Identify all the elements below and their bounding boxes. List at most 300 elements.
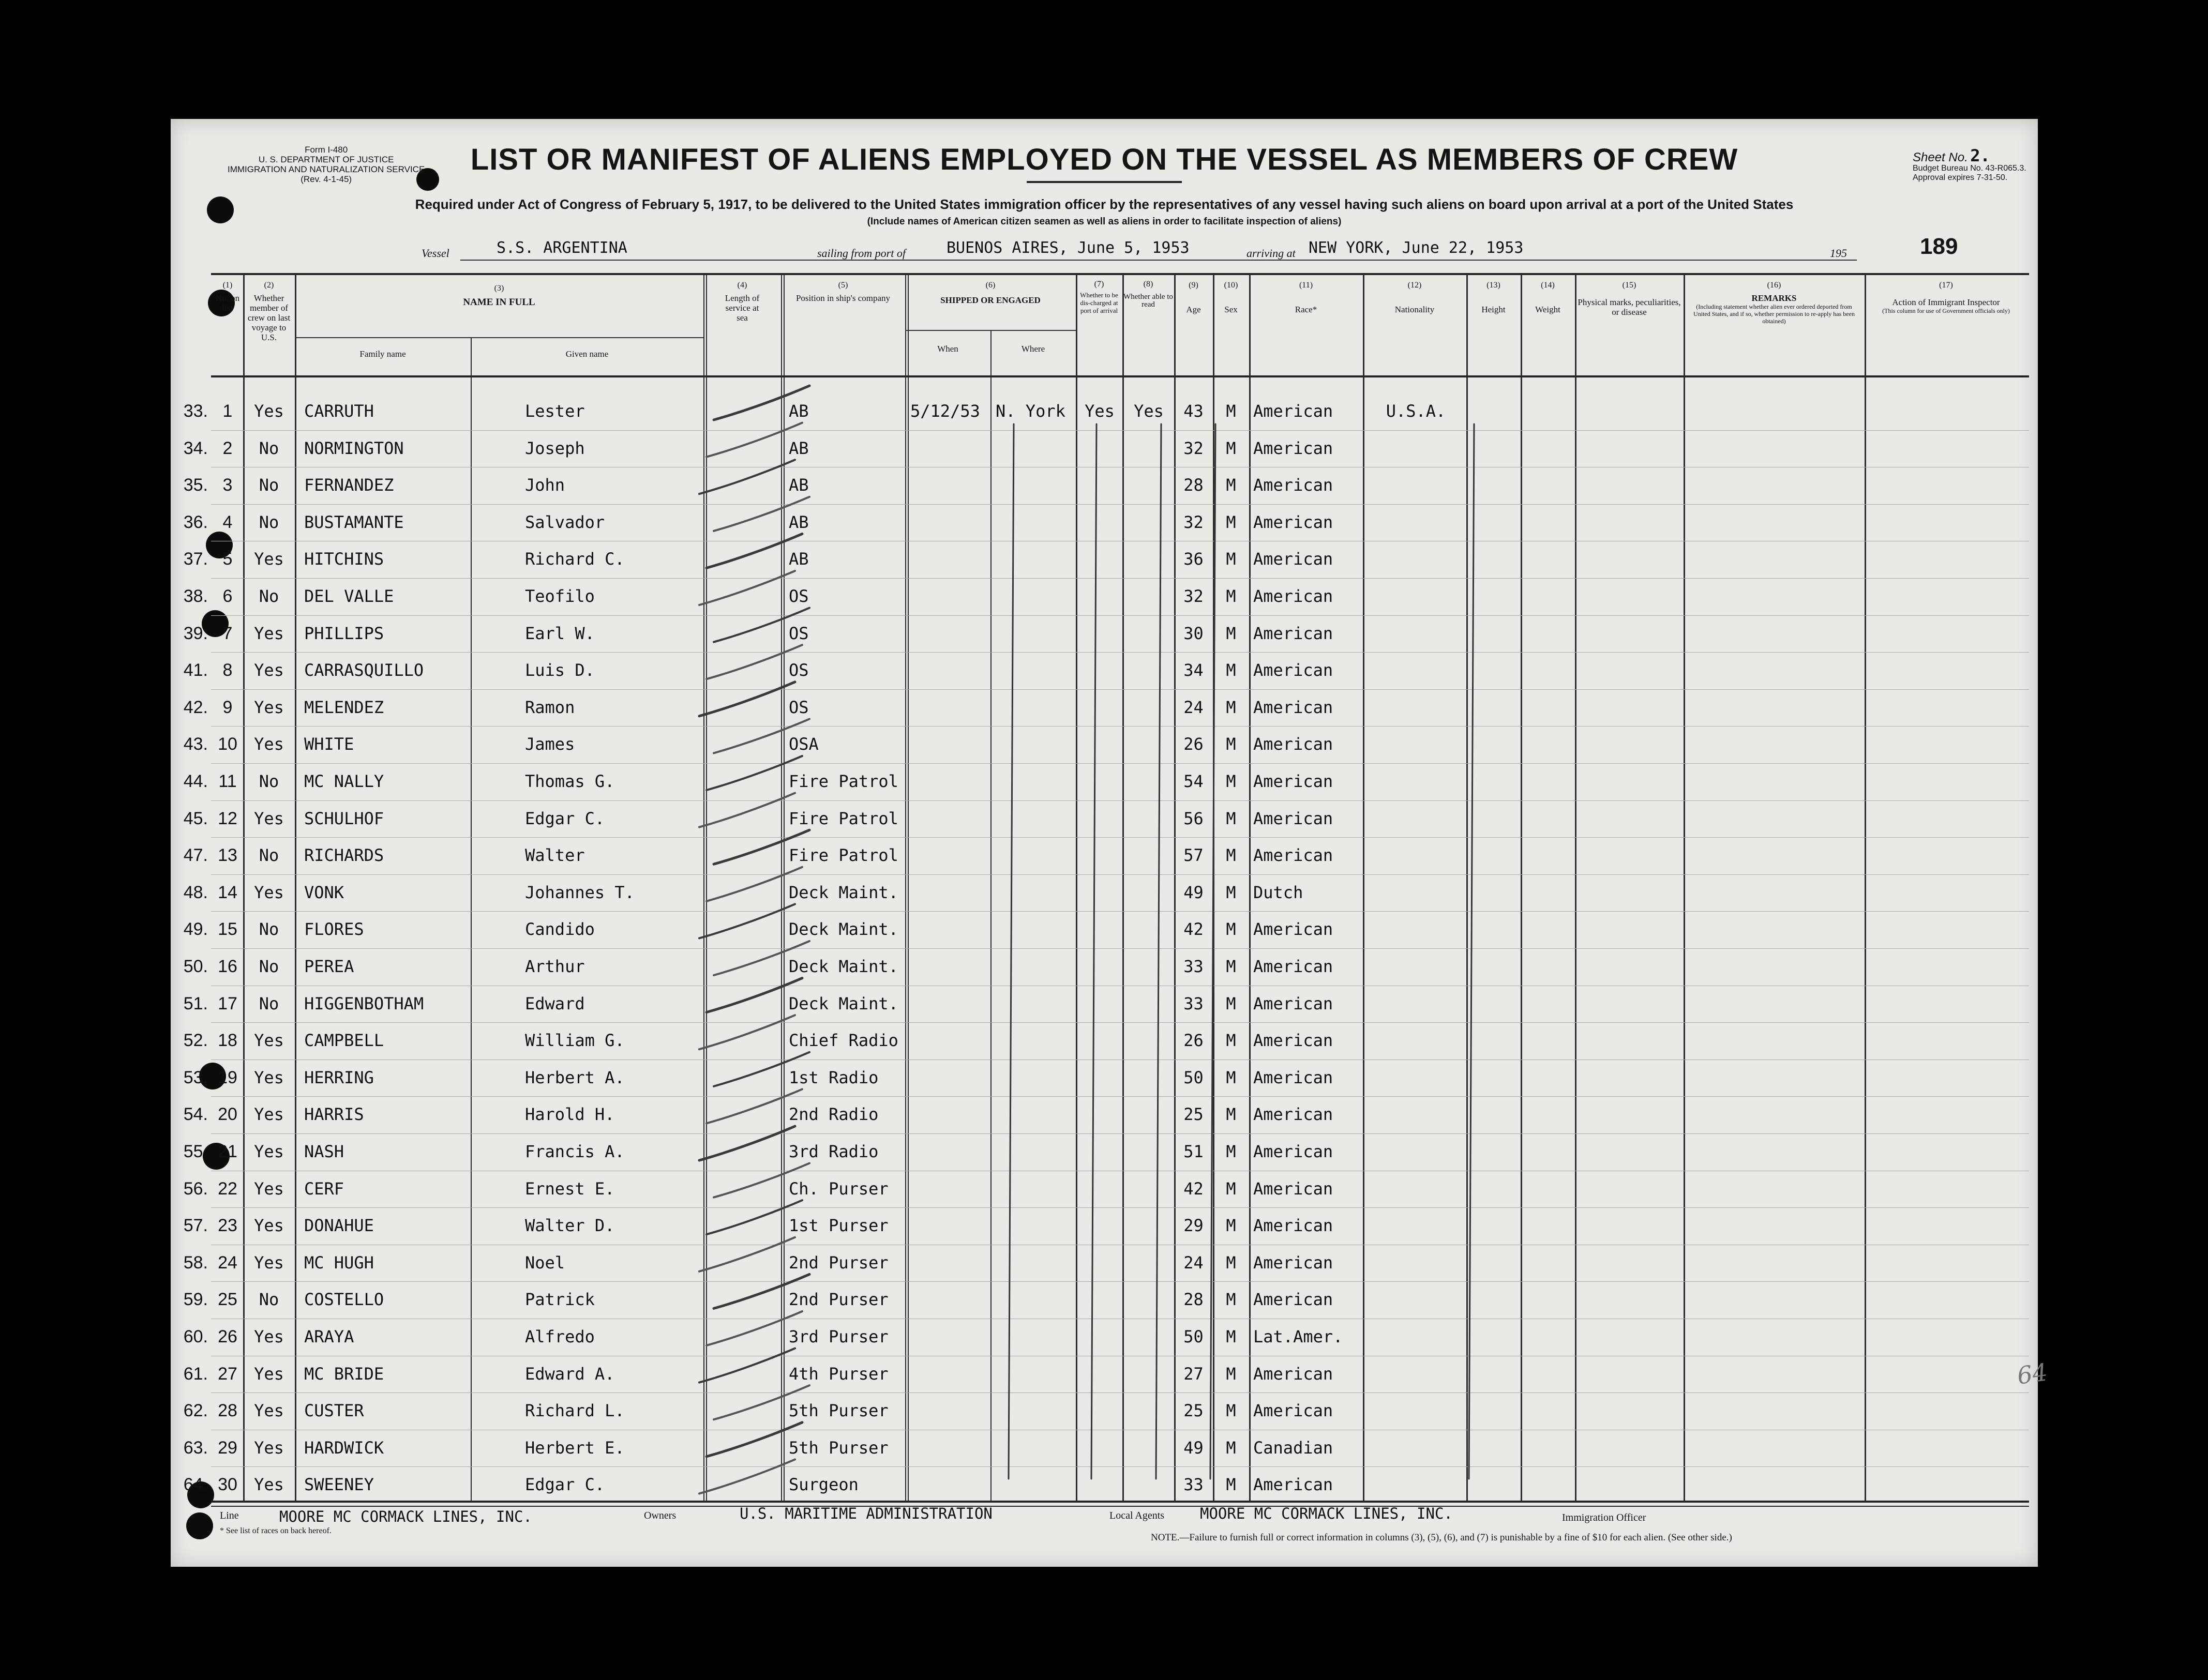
cell-given-name: Herbert A. xyxy=(525,1068,625,1087)
cell-last-voyage: Yes xyxy=(254,1475,284,1494)
cell-line-number: 23 xyxy=(218,1216,237,1235)
cell-family-name: PEREA xyxy=(304,957,354,976)
cell-sex: M xyxy=(1226,549,1236,569)
cell-race: Dutch xyxy=(1253,883,1303,902)
cell-given-name: Francis A. xyxy=(525,1142,625,1161)
cell-family-name: MC HUGH xyxy=(304,1253,374,1273)
cell-margin-number: 52. xyxy=(183,1031,208,1050)
cell-given-name: William G. xyxy=(525,1031,625,1050)
cell-race: American xyxy=(1253,438,1333,458)
cell-family-name: FERNANDEZ xyxy=(304,475,394,495)
cell-margin-number: 44. xyxy=(183,771,208,791)
cell-sex: M xyxy=(1226,1216,1236,1235)
cell-race: American xyxy=(1253,1031,1333,1050)
cell-margin-number: 58. xyxy=(183,1253,208,1273)
cell-age: 42 xyxy=(1183,1179,1204,1199)
cell-sex: M xyxy=(1226,586,1236,606)
cell-last-voyage: Yes xyxy=(254,1216,284,1235)
cell-last-voyage: No xyxy=(259,994,279,1013)
year-label: 195 xyxy=(1830,247,1847,260)
cell-given-name: James xyxy=(525,734,575,754)
table-row xyxy=(171,911,2038,948)
cell-race: American xyxy=(1253,771,1333,791)
cell-race: American xyxy=(1253,1475,1333,1494)
cell-position: 5th Purser xyxy=(789,1438,889,1458)
cell-position: 2nd Purser xyxy=(789,1290,889,1309)
cell-margin-number: 47. xyxy=(183,845,208,865)
cell-position: Fire Patrol xyxy=(789,771,898,791)
cell-family-name: DONAHUE xyxy=(304,1216,374,1235)
table-row xyxy=(171,504,2038,541)
cell-given-name: Richard C. xyxy=(525,549,625,569)
cell-age: 26 xyxy=(1183,1031,1204,1050)
cell-sex: M xyxy=(1226,1142,1236,1161)
owners-value: U.S. MARITIME ADMINISTRATION xyxy=(740,1505,993,1522)
cell-sex: M xyxy=(1226,771,1236,791)
cell-given-name: Teofilo xyxy=(525,586,595,606)
vessel-fill-line xyxy=(460,260,1857,261)
cell-discharged: Yes xyxy=(1085,401,1115,421)
footer-rule xyxy=(211,1506,2029,1507)
cell-line-number: 11 xyxy=(218,771,237,791)
cell-given-name: Edgar C. xyxy=(525,809,605,828)
cell-margin-number: 49. xyxy=(183,919,208,939)
cell-line-number: 12 xyxy=(218,809,237,828)
table-row xyxy=(171,652,2038,689)
title-underline xyxy=(1027,181,1182,183)
local-agents-label: Local Agents xyxy=(1109,1510,1165,1521)
col-sex-header: (10) Sex xyxy=(1224,281,1238,314)
name-subheader-rule xyxy=(295,337,703,338)
cell-age: 33 xyxy=(1183,994,1204,1013)
table-row xyxy=(171,578,2038,615)
cell-position: Deck Maint. xyxy=(789,957,898,976)
table-row xyxy=(171,837,2038,874)
cell-last-voyage: Yes xyxy=(254,1364,284,1384)
cell-given-name: Johannes T. xyxy=(525,883,635,902)
cell-position: Deck Maint. xyxy=(789,883,898,902)
cell-position: OSA xyxy=(789,734,819,754)
cell-race: American xyxy=(1253,1253,1333,1273)
cell-last-voyage: Yes xyxy=(254,1401,284,1420)
cell-line-number: 15 xyxy=(218,919,237,939)
cell-given-name: Arthur xyxy=(525,957,585,976)
form-revision: (Rev. 4-1-45) xyxy=(301,174,352,184)
cell-race: American xyxy=(1253,401,1333,421)
cell-race: Lat.Amer. xyxy=(1253,1327,1343,1346)
cell-family-name: CAMPBELL xyxy=(304,1031,384,1050)
cell-margin-number: 56. xyxy=(183,1179,208,1199)
penalty-note: NOTE.—Failure to furnish full or correct information in columns (3), (5), (6), and (7) is punishable by a fine of $10 for each alien. (See other side.) xyxy=(1151,1532,1732,1543)
cell-position: Fire Patrol xyxy=(789,809,898,828)
cell-race: American xyxy=(1253,994,1333,1013)
sailing-from-value: BUENOS AIRES, June 5, 1953 xyxy=(947,239,1190,257)
cell-margin-number: 60. xyxy=(183,1327,208,1346)
cell-line-number: 25 xyxy=(218,1290,237,1309)
table-row xyxy=(171,800,2038,838)
cell-sex: M xyxy=(1226,957,1236,976)
table-row xyxy=(171,726,2038,763)
punch-hole xyxy=(186,1512,213,1539)
table-row xyxy=(171,986,2038,1023)
cell-margin-number: 64. xyxy=(183,1475,208,1494)
cell-line-number: 24 xyxy=(218,1253,237,1273)
sailing-from-label: sailing from port of xyxy=(817,247,906,260)
col-race-header: (11) Race* xyxy=(1295,281,1317,314)
table-row xyxy=(171,1245,2038,1282)
cell-age: 32 xyxy=(1183,512,1204,532)
cell-sex: M xyxy=(1226,845,1236,865)
cell-line-number: 28 xyxy=(218,1401,237,1420)
cell-family-name: RICHARDS xyxy=(304,845,384,865)
table-row xyxy=(171,1356,2038,1393)
cell-race: American xyxy=(1253,698,1333,717)
cell-race: American xyxy=(1253,845,1333,865)
cell-family-name: FLORES xyxy=(304,919,364,939)
table-row xyxy=(171,1319,2038,1356)
cell-sex: M xyxy=(1226,1364,1236,1384)
cell-race: American xyxy=(1253,809,1333,828)
cell-sex: M xyxy=(1226,883,1236,902)
cell-shipped-where: N. York xyxy=(996,401,1065,421)
cell-line-number: 1 xyxy=(222,401,233,421)
cell-margin-number: 41. xyxy=(183,660,208,680)
cell-age: 49 xyxy=(1183,883,1204,902)
table-row xyxy=(171,1393,2038,1430)
table-row xyxy=(171,948,2038,986)
cell-race: American xyxy=(1253,919,1333,939)
cell-position: Surgeon xyxy=(789,1475,859,1494)
cell-given-name: Ernest E. xyxy=(525,1179,615,1199)
cell-margin-number: 59. xyxy=(183,1290,208,1309)
cell-position: 1st Radio xyxy=(789,1068,879,1087)
cell-family-name: ARAYA xyxy=(304,1327,354,1346)
col-weight-header: (14) Weight xyxy=(1535,281,1560,314)
cell-line-number: 22 xyxy=(218,1179,237,1199)
cell-given-name: Luis D. xyxy=(525,660,595,680)
cell-position: AB xyxy=(789,512,809,532)
cell-position: AB xyxy=(789,549,809,569)
cell-sex: M xyxy=(1226,624,1236,643)
cell-last-voyage: Yes xyxy=(254,660,284,680)
cell-sex: M xyxy=(1226,512,1236,532)
cell-margin-number: 33. xyxy=(183,401,208,421)
cell-sex: M xyxy=(1226,1290,1236,1309)
page-title: LIST OR MANIFEST OF ALIENS EMPLOYED ON THE VESSEL AS MEMBERS OF CREW xyxy=(470,143,1738,176)
cell-age: 27 xyxy=(1183,1364,1204,1384)
cell-last-voyage: Yes xyxy=(254,883,284,902)
cell-race: American xyxy=(1253,1179,1333,1199)
cell-position: 5th Purser xyxy=(789,1401,889,1420)
cell-sex: M xyxy=(1226,475,1236,495)
cell-last-voyage: Yes xyxy=(254,1142,284,1161)
owners-label: Owners xyxy=(644,1510,677,1521)
header-bottom-border xyxy=(211,375,2029,377)
col-height-header: (13) Height xyxy=(1481,281,1506,314)
cell-line-number: 7 xyxy=(222,624,233,643)
cell-family-name: NORMINGTON xyxy=(304,438,404,458)
cell-margin-number: 39. xyxy=(183,624,208,643)
cell-family-name: COSTELLO xyxy=(304,1290,384,1309)
cell-age: 42 xyxy=(1183,919,1204,939)
cell-family-name: HARRIS xyxy=(304,1104,364,1124)
cell-last-voyage: Yes xyxy=(254,624,284,643)
cell-family-name: HITCHINS xyxy=(304,549,384,569)
cell-age: 50 xyxy=(1183,1327,1204,1346)
cell-family-name: HARDWICK xyxy=(304,1438,384,1458)
cell-given-name: Alfredo xyxy=(525,1327,595,1346)
cell-given-name: John xyxy=(525,475,565,495)
cell-last-voyage: Yes xyxy=(254,809,284,828)
cell-sex: M xyxy=(1226,1068,1236,1087)
col-given-name-header: Given name xyxy=(565,349,609,359)
cell-age: 32 xyxy=(1183,438,1204,458)
sheet-number: 2. xyxy=(1970,146,1990,165)
cell-margin-number: 35. xyxy=(183,475,208,495)
vessel-label: Vessel xyxy=(422,247,449,260)
cell-position: Deck Maint. xyxy=(789,919,898,939)
cell-last-voyage: Yes xyxy=(254,1438,284,1458)
table-row xyxy=(171,874,2038,912)
cell-sex: M xyxy=(1226,401,1236,421)
cell-given-name: Lester xyxy=(525,401,585,421)
cell-margin-number: 63. xyxy=(183,1438,208,1458)
cell-last-voyage: Yes xyxy=(254,734,284,754)
cell-last-voyage: Yes xyxy=(254,549,284,569)
cell-last-voyage: Yes xyxy=(254,1031,284,1050)
cell-line-number: 16 xyxy=(218,957,237,976)
cell-given-name: Thomas G. xyxy=(525,771,615,791)
table-row xyxy=(171,541,2038,578)
cell-sex: M xyxy=(1226,1253,1236,1273)
table-row xyxy=(171,1022,2038,1060)
cell-age: 54 xyxy=(1183,771,1204,791)
cell-line-number: 14 xyxy=(218,883,237,902)
cell-race: American xyxy=(1253,624,1333,643)
table-row xyxy=(171,615,2038,653)
cell-family-name: HERRING xyxy=(304,1068,374,1087)
cell-family-name: SCHULHOF xyxy=(304,809,384,828)
cell-race: American xyxy=(1253,1401,1333,1420)
arriving-at-value: NEW YORK, June 22, 1953 xyxy=(1309,239,1524,257)
table-row xyxy=(171,1430,2038,1467)
cell-line-number: 29 xyxy=(218,1438,237,1458)
cell-race: American xyxy=(1253,586,1333,606)
table-row xyxy=(171,1096,2038,1133)
cell-last-voyage: Yes xyxy=(254,1253,284,1273)
cell-sex: M xyxy=(1226,1475,1236,1494)
approval-expiry: Approval expires 7-31-50. xyxy=(1913,173,2008,182)
cell-race: American xyxy=(1253,1104,1333,1124)
cell-age: 30 xyxy=(1183,624,1204,643)
cell-position: Ch. Purser xyxy=(789,1179,889,1199)
cell-margin-number: 43. xyxy=(183,734,208,754)
cell-given-name: Walter xyxy=(525,845,585,865)
cell-age: 34 xyxy=(1183,660,1204,680)
cell-race: American xyxy=(1253,734,1333,754)
cell-sex: M xyxy=(1226,1401,1236,1420)
cell-age: 32 xyxy=(1183,586,1204,606)
cell-sex: M xyxy=(1226,1438,1236,1458)
cell-last-voyage: No xyxy=(259,512,279,532)
col-remarks-header: (16) REMARKS (Including statement whether alien ever ordered deported from United States, and if so, whether permission to re-apply has been obtained) xyxy=(1693,281,1855,325)
cell-given-name: Richard L. xyxy=(525,1401,625,1420)
cell-given-name: Salvador xyxy=(525,512,605,532)
cell-age: 43 xyxy=(1183,401,1204,421)
cell-given-name: Ramon xyxy=(525,698,575,717)
cell-family-name: MELENDEZ xyxy=(304,698,384,717)
cell-race: American xyxy=(1253,1290,1333,1309)
cell-family-name: BUSTAMANTE xyxy=(304,512,404,532)
cell-last-voyage: No xyxy=(259,438,279,458)
cell-line-number: 30 xyxy=(218,1475,237,1494)
col-nationality-header: (12) Nationality xyxy=(1394,281,1435,314)
cell-position: 3rd Radio xyxy=(789,1142,879,1161)
cell-given-name: Candido xyxy=(525,919,595,939)
cell-position: AB xyxy=(789,438,809,458)
cell-line-number: 6 xyxy=(222,586,233,606)
cell-race: American xyxy=(1253,660,1333,680)
cell-family-name: PHILLIPS xyxy=(304,624,384,643)
cell-position: 2nd Purser xyxy=(789,1253,889,1273)
cell-age: 33 xyxy=(1183,1475,1204,1494)
cell-last-voyage: No xyxy=(259,771,279,791)
cell-last-voyage: No xyxy=(259,919,279,939)
cell-sex: M xyxy=(1226,1104,1236,1124)
col-name-header: (3) NAME IN FULL xyxy=(463,284,535,308)
arriving-at-label: arriving at xyxy=(1246,247,1296,260)
col-discharged-header: (7) Whether to be dis-charged at port of arrival xyxy=(1080,280,1118,314)
cell-age: 25 xyxy=(1183,1104,1204,1124)
cell-line-number: 20 xyxy=(218,1104,237,1124)
table-top-border xyxy=(211,273,2029,275)
cell-position: 4th Purser xyxy=(789,1364,889,1384)
cell-line-number: 13 xyxy=(218,845,237,865)
col-last-voyage-header: (2) Whether member of crew on last voyage to U.S. xyxy=(247,281,291,342)
table-row xyxy=(171,1207,2038,1245)
cell-line-number: 17 xyxy=(218,994,237,1013)
vessel-name: S.S. ARGENTINA xyxy=(497,239,627,257)
cell-sex: M xyxy=(1226,660,1236,680)
cell-shipped-when: 5/12/53 xyxy=(910,401,980,421)
cell-nationality: U.S.A. xyxy=(1386,401,1446,421)
col-shipped-where-header: Where xyxy=(1021,344,1045,354)
cell-sex: M xyxy=(1226,438,1236,458)
cell-margin-number: 37. xyxy=(183,549,208,569)
cell-position: Chief Radio xyxy=(789,1031,898,1050)
cell-race: American xyxy=(1253,1068,1333,1087)
cell-line-number: 4 xyxy=(222,512,233,532)
cell-margin-number: 50. xyxy=(183,957,208,976)
cell-position: Deck Maint. xyxy=(789,994,898,1013)
cell-age: 29 xyxy=(1183,1216,1204,1235)
line-label: Line xyxy=(220,1510,239,1521)
cell-given-name: Edward xyxy=(525,994,585,1013)
cell-position: Fire Patrol xyxy=(789,845,898,865)
cell-line-number: 18 xyxy=(218,1031,237,1050)
cell-last-voyage: Yes xyxy=(254,698,284,717)
cell-sex: M xyxy=(1226,919,1236,939)
cell-position: AB xyxy=(789,401,809,421)
cell-family-name: DEL VALLE xyxy=(304,586,394,606)
table-row xyxy=(171,430,2038,467)
cell-given-name: Edward A. xyxy=(525,1364,615,1384)
cell-family-name: CERF xyxy=(304,1179,344,1199)
cell-line-number: 10 xyxy=(218,734,237,754)
manifest-sheet xyxy=(171,119,2050,1567)
cell-line-number: 26 xyxy=(218,1327,237,1346)
immigration-officer-label: Immigration Officer xyxy=(1562,1512,1646,1523)
cell-given-name: Harold H. xyxy=(525,1104,615,1124)
cell-last-voyage: Yes xyxy=(254,1327,284,1346)
col-no-header: (1) No. on list xyxy=(215,281,240,313)
col-age-header: (9) Age xyxy=(1186,281,1201,314)
cell-last-voyage: No xyxy=(259,586,279,606)
cell-position: OS xyxy=(789,698,809,717)
cell-last-voyage: No xyxy=(259,1290,279,1309)
cell-margin-number: 48. xyxy=(183,883,208,902)
cell-last-voyage: Yes xyxy=(254,1068,284,1087)
cell-position: OS xyxy=(789,624,809,643)
cell-last-voyage: No xyxy=(259,957,279,976)
cell-age: 26 xyxy=(1183,734,1204,754)
cell-line-number: 27 xyxy=(218,1364,237,1384)
cell-sex: M xyxy=(1226,698,1236,717)
cell-line-number: 8 xyxy=(222,660,233,680)
cell-line-number: 21 xyxy=(218,1142,237,1161)
col-family-name-header: Family name xyxy=(359,349,406,359)
cell-margin-number: 36. xyxy=(183,512,208,532)
cell-sex: M xyxy=(1226,734,1236,754)
cell-margin-number: 54. xyxy=(183,1104,208,1124)
cell-given-name: Walter D. xyxy=(525,1216,615,1235)
cell-family-name: SWEENEY xyxy=(304,1475,374,1494)
cell-family-name: CARRUTH xyxy=(304,401,374,421)
col-shipped-header: (6) SHIPPED OR ENGAGED xyxy=(940,281,1041,305)
cell-position: 3rd Purser xyxy=(789,1327,889,1346)
statutory-requirement: Required under Act of Congress of February 5, 1917, to be delivered to the United States immigration officer by the representatives of any vessel having such aliens on board upon arrival at a port of the United States xyxy=(415,196,1794,212)
table-row xyxy=(171,393,2038,430)
cell-last-voyage: Yes xyxy=(254,1179,284,1199)
cell-sex: M xyxy=(1226,1179,1236,1199)
sheet-info xyxy=(1913,146,2026,183)
table-row xyxy=(171,1133,2038,1171)
cell-sex: M xyxy=(1226,809,1236,828)
cell-family-name: WHITE xyxy=(304,734,354,754)
cell-race: American xyxy=(1253,1364,1333,1384)
col-inspector-action-header: (17) Action of Immigrant Inspector (This column for use of Government officials only) xyxy=(1882,281,2010,314)
table-row xyxy=(171,1466,2038,1504)
cell-margin-number: 53. xyxy=(183,1068,208,1087)
cell-line-number: 9 xyxy=(222,698,233,717)
cell-position: 2nd Radio xyxy=(789,1104,879,1124)
margin-annotation: 64 xyxy=(2015,1358,2050,1390)
cell-last-voyage: Yes xyxy=(254,1104,284,1124)
form-number: Form I-480 xyxy=(305,145,348,155)
cell-position: 1st Purser xyxy=(789,1216,889,1235)
cell-age: 51 xyxy=(1183,1142,1204,1161)
cell-given-name: Noel xyxy=(525,1253,565,1273)
cell-margin-number: 61. xyxy=(183,1364,208,1384)
cell-line-number: 2 xyxy=(222,438,233,458)
cell-family-name: VONK xyxy=(304,883,344,902)
table-row xyxy=(171,763,2038,800)
cell-given-name: Edgar C. xyxy=(525,1475,605,1494)
cell-line-number: 19 xyxy=(218,1068,237,1087)
cell-race: American xyxy=(1253,1142,1333,1161)
cell-margin-number: 62. xyxy=(183,1401,208,1420)
table-row xyxy=(171,1281,2038,1319)
